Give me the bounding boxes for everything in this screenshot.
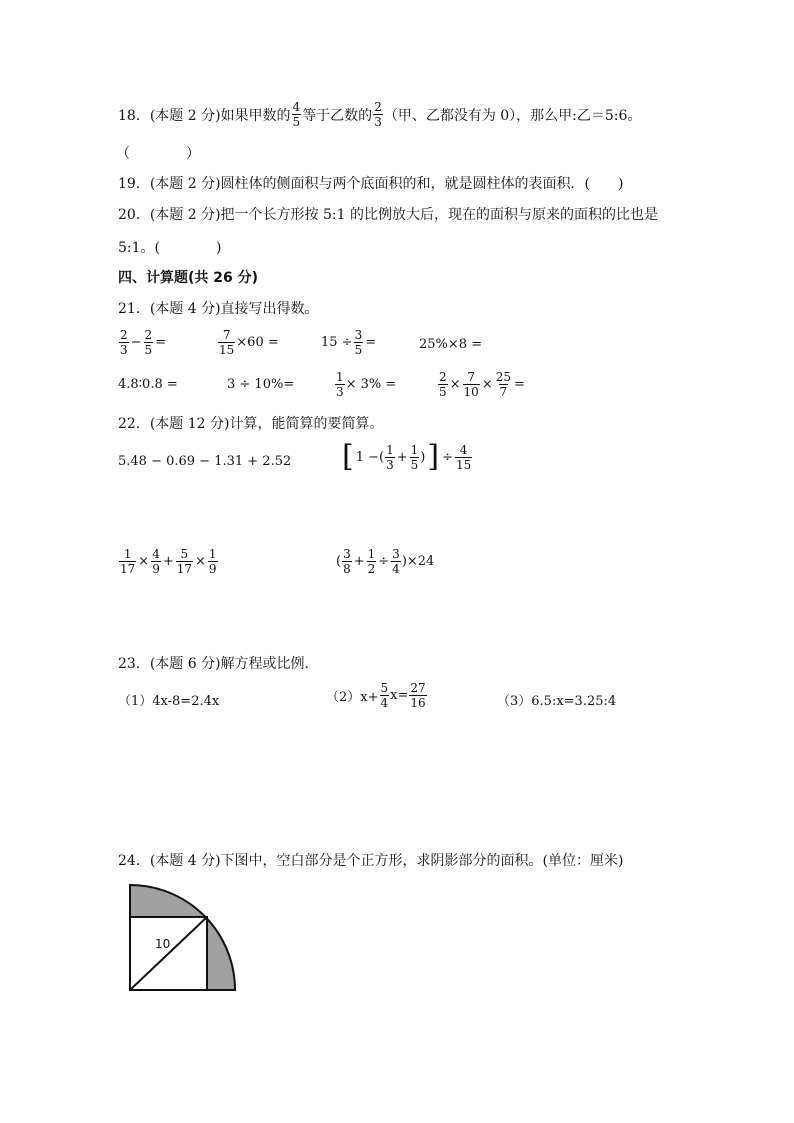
q21-expr-1: $\frac{2}{3}$ − $\frac{2}{5}$ =	[120, 328, 167, 357]
q21-expr-2: $\frac{7}{15}$ ×60 =	[219, 328, 279, 357]
q21-expr-5: 4.8∶0.8 =	[118, 377, 178, 392]
question-21-title: 21．(本题 4 分)直接写出得数。	[118, 301, 319, 317]
q18-mid: 等于乙数的	[302, 107, 373, 124]
q21-expr-8: $\frac{2}{5}$ × $\frac{7}{10}$ × $\frac{25}{7}$ =	[439, 370, 525, 399]
q18-pre: 18．(本题 2 分)如果甲数的	[118, 107, 291, 124]
question-20-line1: 20．(本题 2 分)把一个长方形按 5:1 的比例放大后，现在的面积与原来的面积的比也是	[118, 207, 658, 223]
q23-part-2: （2）x+ $\frac{5}{4}$ x= $\frac{27}{16}$	[326, 681, 426, 710]
q23-part-3: （3）6.5:x=3.25:4	[497, 694, 617, 709]
q18-post: （甲、乙都没有为 0），那么甲:乙＝5:6。	[383, 107, 642, 124]
question-22-title: 22．(本题 12 分)计算，能简算的要简算。	[118, 416, 384, 432]
q18-fraction-2: $\frac{2}{3}$	[374, 100, 382, 129]
section-title: 四、计算题(共 26 分)	[118, 270, 259, 286]
q21-expr-3: 15 ÷ $\frac{3}{5}$ =	[321, 328, 377, 357]
q23-part-1: （1）4x-8=2.4x	[118, 694, 220, 709]
question-18	[118, 100, 641, 129]
q18-fraction-1: $\frac{4}{5}$	[292, 100, 301, 129]
q21-expr-4: 25%×8 =	[419, 337, 483, 352]
figure-label: 10	[155, 937, 171, 951]
q21-expr-7: $\frac{1}{3}$ × 3% =	[336, 370, 397, 399]
q21-expr-6: 3 ÷ 10%=	[227, 377, 295, 392]
quarter-circle-figure	[125, 880, 245, 995]
question-24-title: 24．(本题 4 分)下图中，空白部分是个正方形，求阴影部分的面积。(单位：厘米)	[118, 853, 624, 869]
q22-expr-3: $\frac{1}{17}$ × $\frac{4}{9}$ + $\frac{5}{17}$ × $\frac{1}{9}$	[120, 547, 217, 576]
question-23-title: 23．(本题 6 分)解方程或比例．	[118, 656, 319, 672]
question-20-line2: 5:1。( )	[118, 240, 222, 256]
q22-expr-1: 5.48 − 0.69 − 1.31 + 2.52	[118, 454, 292, 469]
q22-expr-2: [ 1 − ( $\frac{1}{3}$ + $\frac{1}{5}$ ) ] ÷ $\frac{4}{15}$	[342, 439, 472, 474]
q22-expr-4: ( $\frac{3}{8}$ + $\frac{1}{2}$ ÷ $\frac{3}{4}$ )×24	[336, 547, 435, 576]
question-19: 19．(本题 2 分)圆柱体的侧面积与两个底面积的和，就是圆柱体的表面积．( )	[118, 176, 624, 192]
q18-answer-blank[interactable]: （ ）	[116, 146, 200, 162]
